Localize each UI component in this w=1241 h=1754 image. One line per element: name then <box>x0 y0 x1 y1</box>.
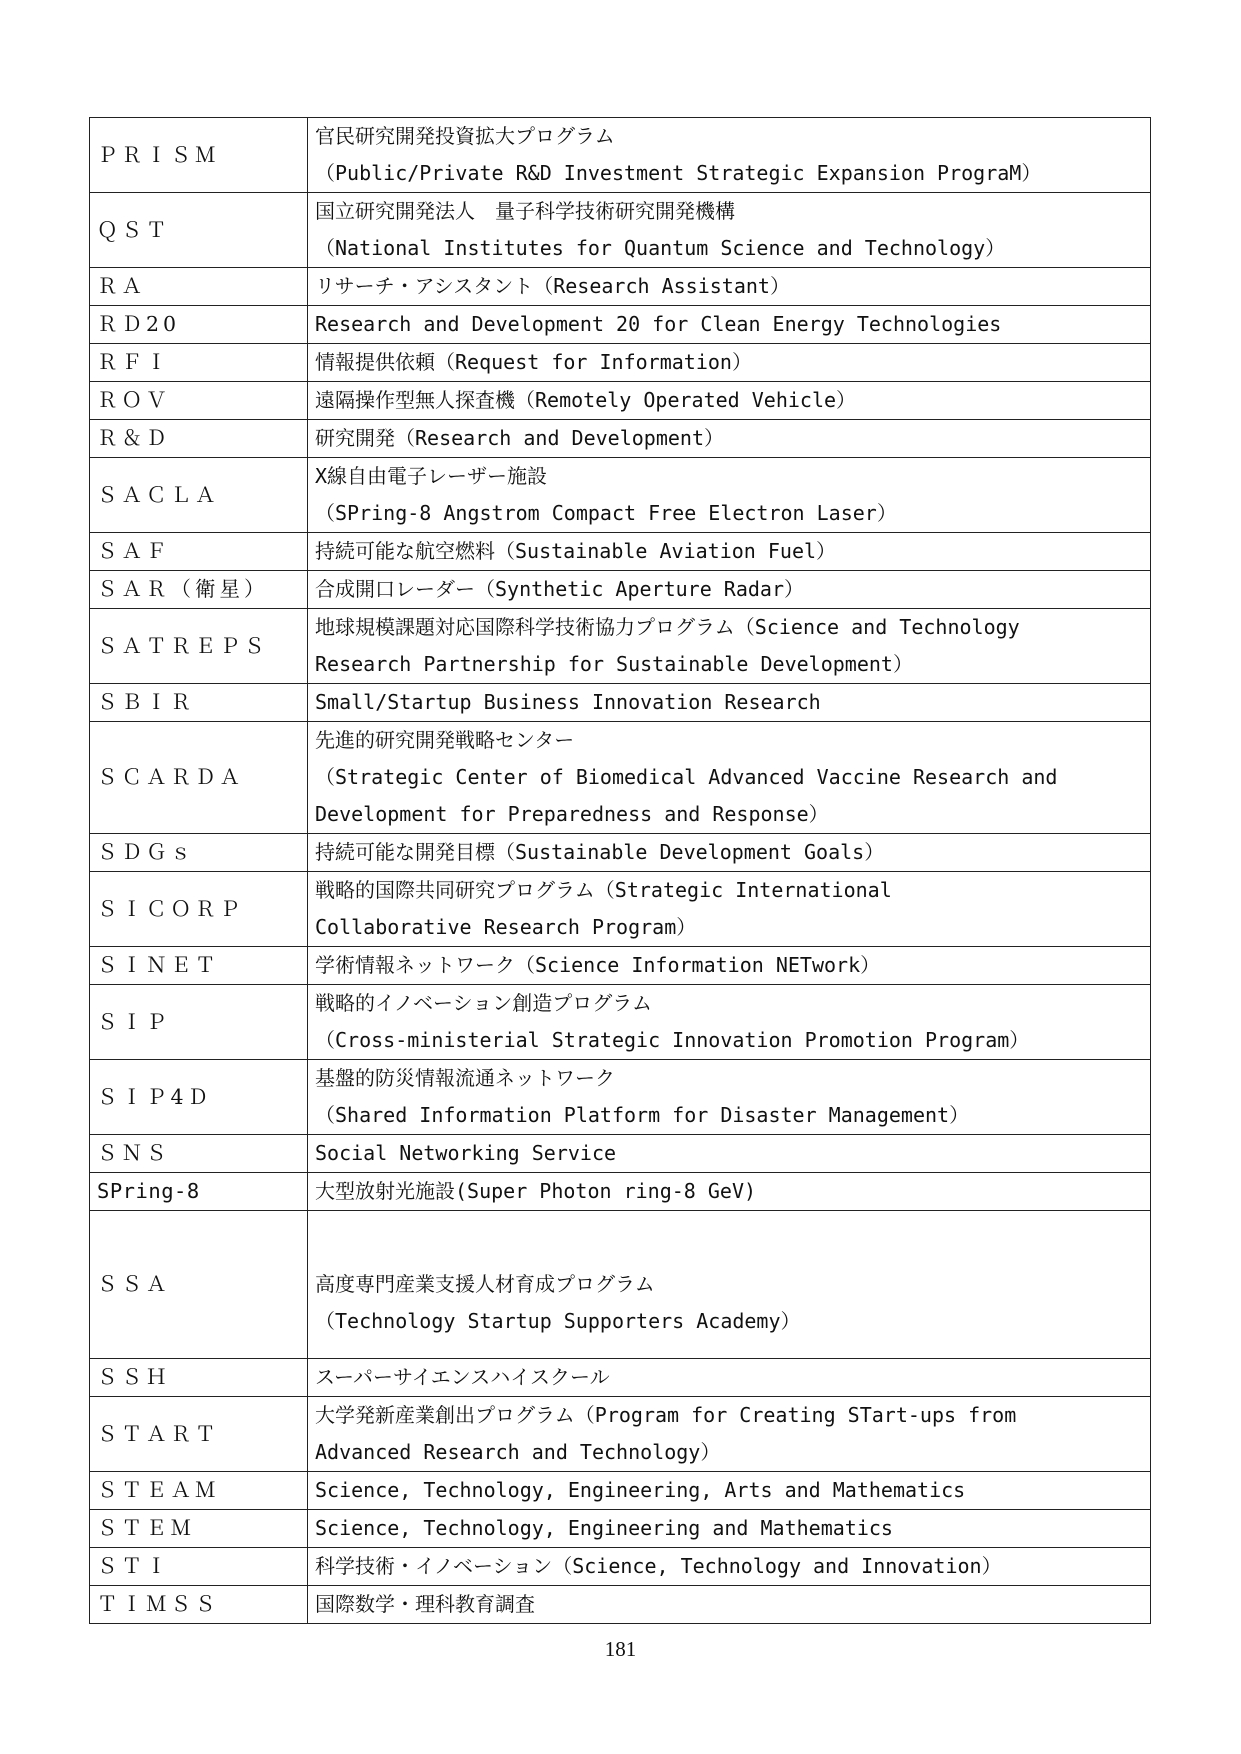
description-cell <box>308 193 1151 268</box>
description-line: （SPring-8 Angstrom Compact Free Electron Laser） <box>315 501 897 525</box>
description-cell <box>308 1397 1151 1472</box>
table-row <box>90 306 1151 344</box>
description-cell <box>308 1173 1151 1211</box>
description-line: 遠隔操作型無人探査機（Remotely Operated Vehicle） <box>315 388 857 412</box>
description-cell <box>308 1135 1151 1173</box>
abbreviation-cell: ＲＤ20 <box>90 306 308 344</box>
description-cell <box>308 533 1151 571</box>
description-line: 科学技術・イノベーション（Science, Technology and Innovation） <box>315 1554 1002 1578</box>
abbreviation-cell: ＲＦＩ <box>90 344 308 382</box>
abbreviation-cell: ＳＡＣＬＡ <box>90 458 308 533</box>
table-row <box>90 985 1151 1060</box>
description-line: X線自由電子レーザー施設 <box>315 464 548 488</box>
table-row <box>90 344 1151 382</box>
description-cell <box>308 1586 1151 1624</box>
table-row <box>90 1548 1151 1586</box>
description-line: 高度専門産業支援人材育成プログラム <box>315 1271 655 1296</box>
description-cell <box>308 571 1151 609</box>
description-line: （Public/Private R&D Investment Strategic Expansion PrograM） <box>315 161 1042 185</box>
abbreviation-cell: ＰＲＩＳＭ <box>90 118 308 193</box>
table-row <box>90 533 1151 571</box>
page-number: 181 <box>604 1637 637 1661</box>
description-cell <box>308 947 1151 985</box>
description-line: 戦略的イノベーション創造プログラム <box>315 991 652 1015</box>
description-line: Science, Technology, Engineering and Mathematics <box>315 1516 893 1540</box>
table-row <box>90 1211 1151 1359</box>
description-line: 研究開発（Research and Development） <box>315 426 724 450</box>
description-line: 国立研究開発法人 量子科学技術研究開発機構 <box>315 199 735 223</box>
table-row <box>90 1135 1151 1173</box>
glossary-table <box>89 117 1151 1624</box>
abbreviation-cell: ＲＡ <box>90 268 308 306</box>
abbreviation-cell: ＴＩＭＳＳ <box>90 1586 308 1624</box>
abbreviation-cell: ＳＩＰ <box>90 985 308 1060</box>
description-cell <box>308 609 1151 684</box>
abbreviation-cell: ＲＯＶ <box>90 382 308 420</box>
description-line: 持続可能な開発目標（Sustainable Development Goals） <box>315 840 885 864</box>
description-line: Collaborative Research Program） <box>315 915 697 939</box>
description-line: Research Partnership for Sustainable Development） <box>315 652 913 676</box>
abbreviation-cell: ＳＴＥＭ <box>90 1510 308 1548</box>
description-cell <box>308 985 1151 1060</box>
description-cell <box>308 1548 1151 1586</box>
table-row <box>90 872 1151 947</box>
description-line: 学術情報ネットワーク（Science Information NETwork） <box>315 953 881 977</box>
description-line: 情報提供依頼（Request for Information） <box>315 350 752 374</box>
description-line: （Technology Startup Supporters Academy） <box>315 1308 801 1333</box>
table-row <box>90 193 1151 268</box>
table-row <box>90 420 1151 458</box>
table-row <box>90 268 1151 306</box>
abbreviation-cell: ＳＡＴＲＥＰＳ <box>90 609 308 684</box>
description-line: Science, Technology, Engineering, Arts and Mathematics <box>315 1478 966 1502</box>
abbreviation-cell: ＳＴＥＡＭ <box>90 1472 308 1510</box>
description-line: Advanced Research and Technology） <box>315 1440 721 1464</box>
description-line: リサーチ・アシスタント（Research Assistant） <box>315 274 790 298</box>
table-row <box>90 1586 1151 1624</box>
abbreviation-cell: ＳＢＩＲ <box>90 684 308 722</box>
table-row <box>90 1359 1151 1397</box>
description-line: 合成開口レーダー（Synthetic Aperture Radar） <box>315 577 804 601</box>
table-row <box>90 1060 1151 1135</box>
description-line: 戦略的国際共同研究プログラム（Strategic International <box>315 878 892 902</box>
description-line: 官民研究開発投資拡大プログラム <box>315 124 615 148</box>
abbreviation-cell: ＳＳＡ <box>90 1211 308 1359</box>
table-row <box>90 1510 1151 1548</box>
abbreviation-cell: ＳＳＨ <box>90 1359 308 1397</box>
abbreviation-cell: ＳＡＲ（衛星） <box>90 571 308 609</box>
description-cell <box>308 872 1151 947</box>
abbreviation-cell: SPring-8 <box>90 1173 308 1211</box>
description-line: Development for Preparedness and Response） <box>315 802 829 826</box>
abbreviation-cell: ＳＩＮＥＴ <box>90 947 308 985</box>
table-row <box>90 684 1151 722</box>
description-line: （Shared Information Platform for Disaster Management） <box>315 1103 970 1127</box>
description-line: Social Networking Service <box>315 1141 617 1165</box>
abbreviation-cell: ＳＴＩ <box>90 1548 308 1586</box>
description-line: 国際数学・理科教育調査 <box>315 1592 535 1616</box>
description-cell <box>308 1510 1151 1548</box>
abbreviation-cell: ＳＮＳ <box>90 1135 308 1173</box>
abbreviation-cell: ＳＣＡＲＤＡ <box>90 722 308 834</box>
description-cell <box>308 268 1151 306</box>
table-row <box>90 118 1151 193</box>
description-cell <box>308 458 1151 533</box>
description-cell <box>308 344 1151 382</box>
description-cell <box>308 1359 1151 1397</box>
description-cell <box>308 834 1151 872</box>
description-cell <box>308 722 1151 834</box>
description-line: 大学発新産業創出プログラム（Program for Creating STart-ups from <box>315 1403 1017 1427</box>
description-line: （Strategic Center of Biomedical Advanced Vaccine Research and <box>315 765 1058 789</box>
table-row <box>90 609 1151 684</box>
description-line: スーパーサイエンスハイスクール <box>315 1365 610 1389</box>
table-row <box>90 947 1151 985</box>
description-line: （National Institutes for Quantum Science and Technology） <box>315 236 1006 260</box>
description-cell <box>308 1472 1151 1510</box>
table-row <box>90 458 1151 533</box>
table-row <box>90 722 1151 834</box>
description-line: Small/Startup Business Innovation Research <box>315 690 821 714</box>
description-cell <box>308 118 1151 193</box>
description-line: 大型放射光施設(Super Photon ring-8 GeV) <box>315 1179 757 1203</box>
table-row <box>90 382 1151 420</box>
description-line: 先進的研究開発戦略センター <box>315 728 575 752</box>
abbreviation-cell: ＱＳＴ <box>90 193 308 268</box>
table-row <box>90 1397 1151 1472</box>
description-cell <box>308 1211 1151 1359</box>
description-cell <box>308 382 1151 420</box>
abbreviation-cell: ＳＴＡＲＴ <box>90 1397 308 1472</box>
description-line: 持続可能な航空燃料（Sustainable Aviation Fuel） <box>315 539 837 563</box>
description-cell <box>308 684 1151 722</box>
description-line: Research and Development 20 for Clean Energy Technologies <box>315 312 1002 336</box>
abbreviation-cell: ＳＩＰ4Ｄ <box>90 1060 308 1135</box>
description-line: 基盤的防災情報流通ネットワーク <box>315 1066 615 1090</box>
description-cell <box>308 306 1151 344</box>
description-line: （Cross-ministerial Strategic Innovation Promotion Program） <box>315 1028 1030 1052</box>
table-row <box>90 1472 1151 1510</box>
abbreviation-cell: ＳＤＧｓ <box>90 834 308 872</box>
description-line: 地球規模課題対応国際科学技術協力プログラム（Science and Technology <box>315 615 1020 639</box>
abbreviation-cell: ＳＡＦ <box>90 533 308 571</box>
table-row <box>90 571 1151 609</box>
abbreviation-cell: Ｒ＆Ｄ <box>90 420 308 458</box>
table-row <box>90 834 1151 872</box>
table-row <box>90 1173 1151 1211</box>
description-cell <box>308 1060 1151 1135</box>
description-cell <box>308 420 1151 458</box>
abbreviation-cell: ＳＩＣＯＲＰ <box>90 872 308 947</box>
